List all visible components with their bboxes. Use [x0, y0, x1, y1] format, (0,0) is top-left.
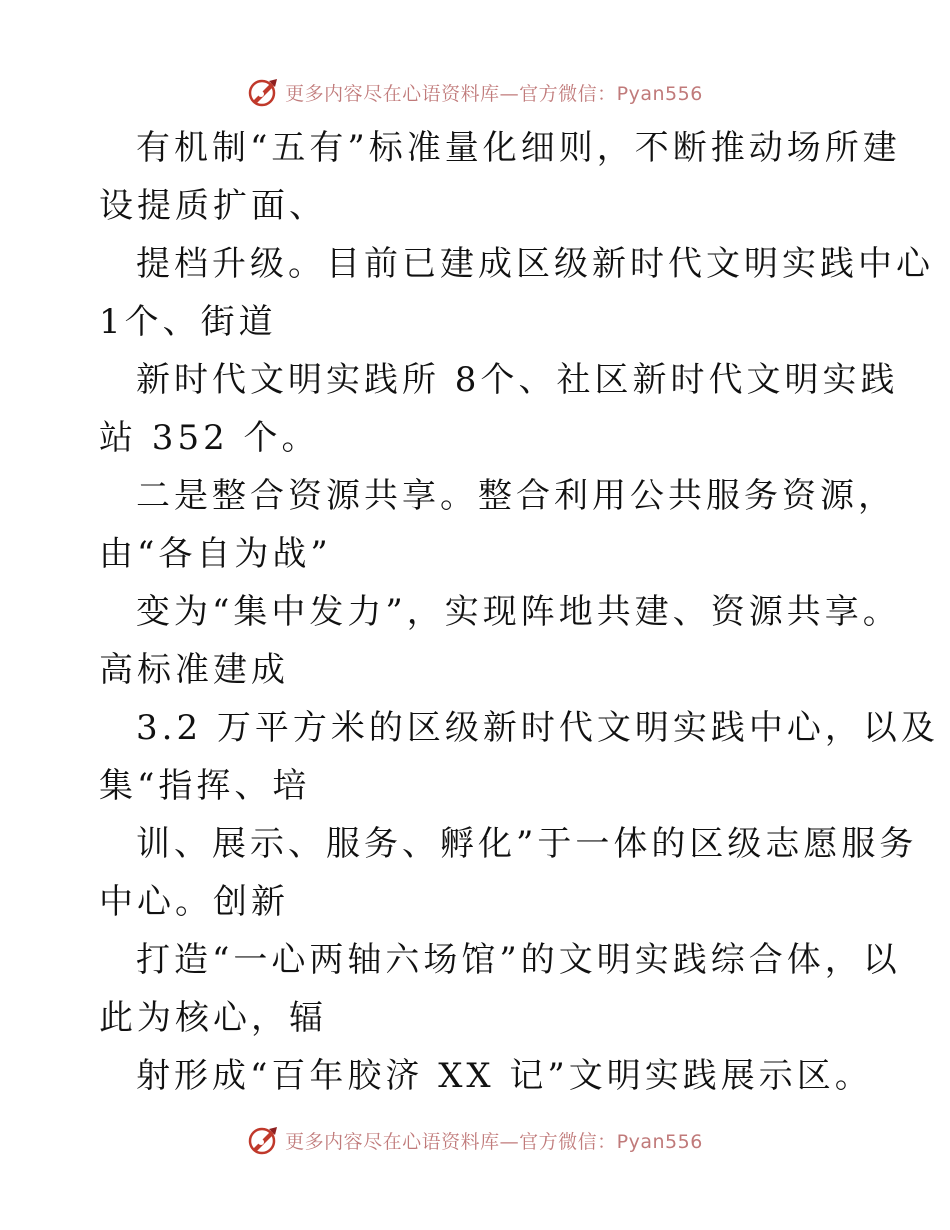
paragraph-line: 变为“集中发力”，实现阵地共建、资源共享。: [136, 592, 901, 632]
paragraph-line: 有机制“五有”标准量化细则，不断推动场所建: [136, 128, 901, 168]
paragraph-line: 训、展示、服务、孵化”于一体的区级志愿服务: [136, 824, 918, 864]
paragraph-line: 由“各自为战”: [99, 534, 332, 574]
paragraph-line: 射形成“百年胶济 XX 记”文明实践展示区。: [136, 1056, 873, 1096]
paragraph-line: 1个、街道: [99, 302, 277, 342]
footer-watermark: [0, 1120, 950, 1160]
paragraph-line: 中心。创新: [99, 882, 289, 922]
paragraph-line: 站 352 个。: [99, 418, 320, 458]
watermark-text: 更多内容尽在心语资料库—官方微信：Pyan556: [285, 82, 703, 105]
paragraph-line: 此为核心，辐: [99, 998, 327, 1038]
paragraph-line: 高标准建成: [99, 650, 289, 690]
paragraph-line: 3.2 万平方米的区级新时代文明实践中心，以及: [136, 708, 939, 748]
paragraph-line: 新时代文明实践所 8个、社区新时代文明实践: [136, 360, 899, 400]
pen-logo-icon: [247, 75, 281, 109]
pen-logo-icon: [247, 1123, 281, 1157]
paragraph-line: 集“指挥、培: [99, 766, 311, 806]
header-watermark: [0, 72, 950, 112]
paragraph-line: 提档升级。目前已建成区级新时代文明实践中心: [136, 244, 934, 284]
paragraph-line: 设提质扩面、: [99, 186, 327, 226]
paragraph-line: 二是整合资源共享。整合利用公共服务资源，: [136, 476, 896, 516]
watermark-text: 更多内容尽在心语资料库—官方微信：Pyan556: [285, 1130, 703, 1153]
paragraph-line: 打造“一心两轴六场馆”的文明实践综合体，以: [136, 940, 901, 980]
